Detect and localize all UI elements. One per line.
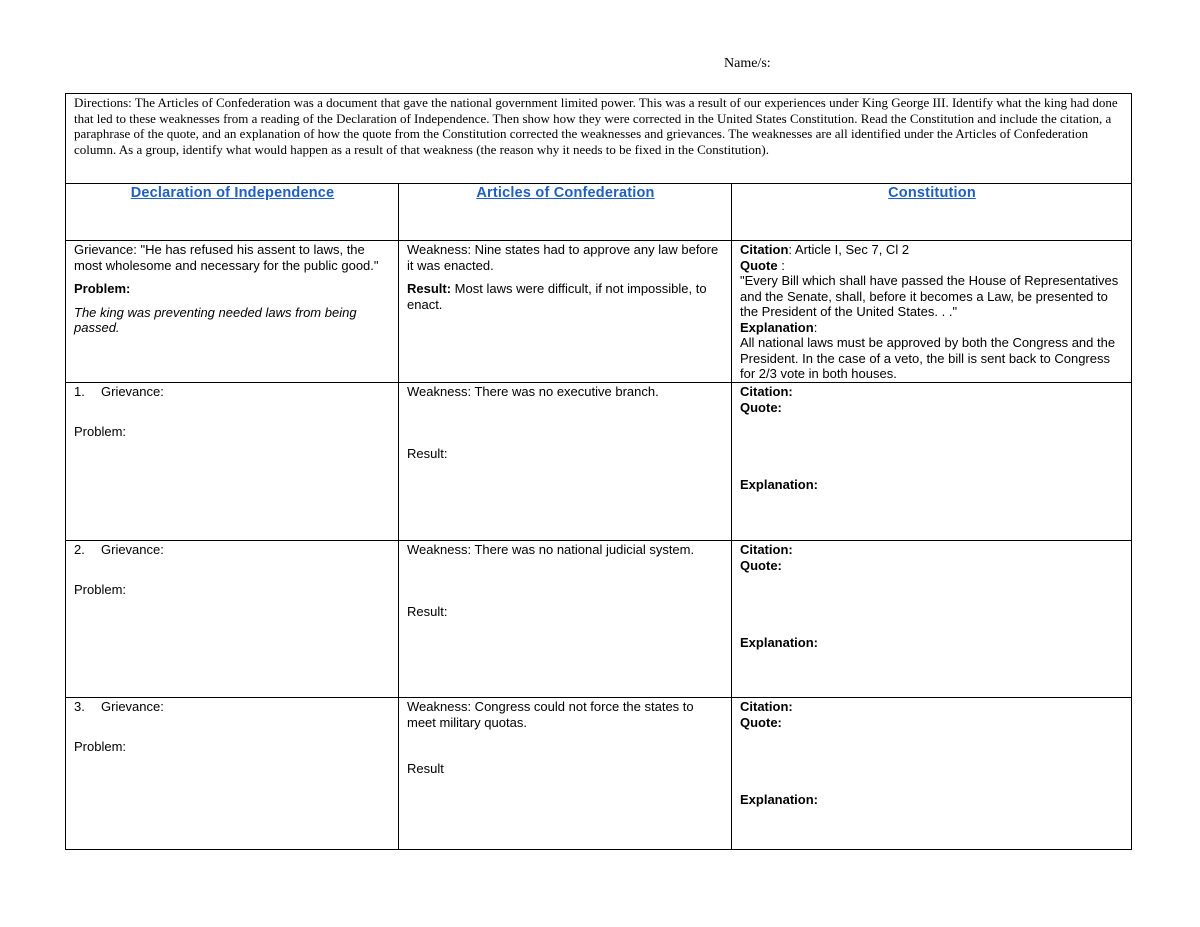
row2-quote-label: Quote: xyxy=(740,557,782,573)
column-header-articles xyxy=(399,184,732,241)
row2-constitution-cell[interactable] xyxy=(732,541,1132,698)
row2-grievance xyxy=(74,542,391,558)
example-citation xyxy=(740,242,1124,258)
row1-weakness: Weakness: There was no executive branch. xyxy=(407,384,659,399)
example-result-text: Most laws were difficult, if not impossible, to enact. xyxy=(407,281,707,312)
row3-articles-cell[interactable] xyxy=(399,698,732,850)
example-quote-text: "Every Bill which shall have passed the House of Representatives and the Senate, shall, before it becomes a Law, be presented to the President of the United States. . ." xyxy=(740,273,1119,319)
example-problem-text: The king was preventing needed laws from being passed. xyxy=(74,304,357,335)
example-result xyxy=(407,281,724,312)
row1-citation-label: Citation: xyxy=(740,384,793,399)
example-constitution-cell[interactable] xyxy=(732,241,1132,383)
row3-number: 3. xyxy=(74,699,85,714)
example-articles-cell[interactable] xyxy=(399,241,732,383)
row2-problem-label: Problem: xyxy=(74,581,127,597)
table-row xyxy=(66,541,1132,698)
worksheet-table xyxy=(65,93,1132,850)
row2-number: 2. xyxy=(74,542,85,557)
row1-grievance-label: Grievance: xyxy=(101,384,164,399)
example-explanation-heading xyxy=(740,320,1124,336)
row3-quote-label: Quote: xyxy=(740,714,782,730)
column-header-constitution xyxy=(732,184,1132,241)
example-quote-heading xyxy=(740,258,1124,274)
row2-result-label: Result: xyxy=(407,603,448,619)
example-explanation-colon: : xyxy=(813,319,818,335)
declaration-header-link[interactable]: Declaration of Independence xyxy=(130,185,335,201)
row3-explanation-label: Explanation: xyxy=(740,792,819,807)
row3-problem-label: Problem: xyxy=(74,738,127,754)
example-quote-label: Quote xyxy=(740,257,778,273)
row1-result-label: Result: xyxy=(407,445,448,461)
row1-number: 1. xyxy=(74,384,85,399)
example-citation-text: : Article I, Sec 7, Cl 2 xyxy=(788,242,910,257)
row3-grievance xyxy=(74,699,391,715)
row2-explanation-label: Explanation: xyxy=(740,635,819,650)
row3-weakness: Weakness: Congress could not force the states to meet military quotas. xyxy=(407,699,694,730)
row2-declaration-cell[interactable] xyxy=(66,541,399,698)
example-explanation-text: All national laws must be approved by both the Congress and the President. In the case of a veto, the bill is sent back to Congress for 2/3 vote in both houses. xyxy=(740,335,1116,381)
row2-citation-label: Citation: xyxy=(740,542,793,557)
row3-constitution-cell[interactable] xyxy=(732,698,1132,850)
articles-header-link[interactable]: Articles of Confederation xyxy=(476,185,655,201)
column-header-declaration xyxy=(66,184,399,241)
row1-quote-label: Quote: xyxy=(740,399,782,415)
example-citation-label: Citation xyxy=(740,242,789,257)
row3-declaration-cell[interactable] xyxy=(66,698,399,850)
example-weakness: Weakness: Nine states had to approve any law before it was enacted. xyxy=(407,242,719,273)
row2-articles-cell[interactable] xyxy=(399,541,732,698)
example-grievance: Grievance: "He has refused his assent to laws, the most wholesome and necessary for the public good." xyxy=(74,242,379,273)
example-row xyxy=(66,241,1132,383)
row1-articles-cell[interactable] xyxy=(399,383,732,541)
row2-grievance-label: Grievance: xyxy=(101,542,164,557)
example-explanation-label: Explanation xyxy=(740,319,814,335)
row1-constitution-cell[interactable] xyxy=(732,383,1132,541)
row3-citation-label: Citation: xyxy=(740,699,793,714)
example-result-label: Result: xyxy=(407,281,452,296)
row1-problem-label: Problem: xyxy=(74,423,127,439)
row1-grievance xyxy=(74,384,391,400)
row2-weakness: Weakness: There was no national judicial system. xyxy=(407,542,695,557)
name-label: Name/s: xyxy=(724,56,771,71)
row3-result-label: Result xyxy=(407,761,444,776)
row3-grievance-label: Grievance: xyxy=(101,699,164,714)
row1-declaration-cell[interactable] xyxy=(66,383,399,541)
constitution-header-link[interactable]: Constitution xyxy=(888,185,976,201)
example-quote-colon: : xyxy=(781,257,785,273)
table-row xyxy=(66,383,1132,541)
example-declaration-cell[interactable] xyxy=(66,241,399,383)
example-problem-label: Problem: xyxy=(74,281,131,296)
directions-text: Directions: The Articles of Confederation was a document that gave the national government limited power. This was a result of our experiences under King George III. Identify what the king had done that led to these weaknesses from a reading of the Declaration of Independence. Then show how they were corrected in the United States Constitution. Read the Constitution and include the citation, a paraphrase of the quote, and an explanation of how the quote from the Constitution corrected the weaknesses and grievances. The weaknesses are all identified under the Articles of Confederation column. As a group, identify what would happen as a result of that weakness (the reason why it needs to be fixed in the Constitution). xyxy=(66,94,1132,184)
table-row xyxy=(66,698,1132,850)
row1-explanation-label: Explanation: xyxy=(740,477,819,492)
